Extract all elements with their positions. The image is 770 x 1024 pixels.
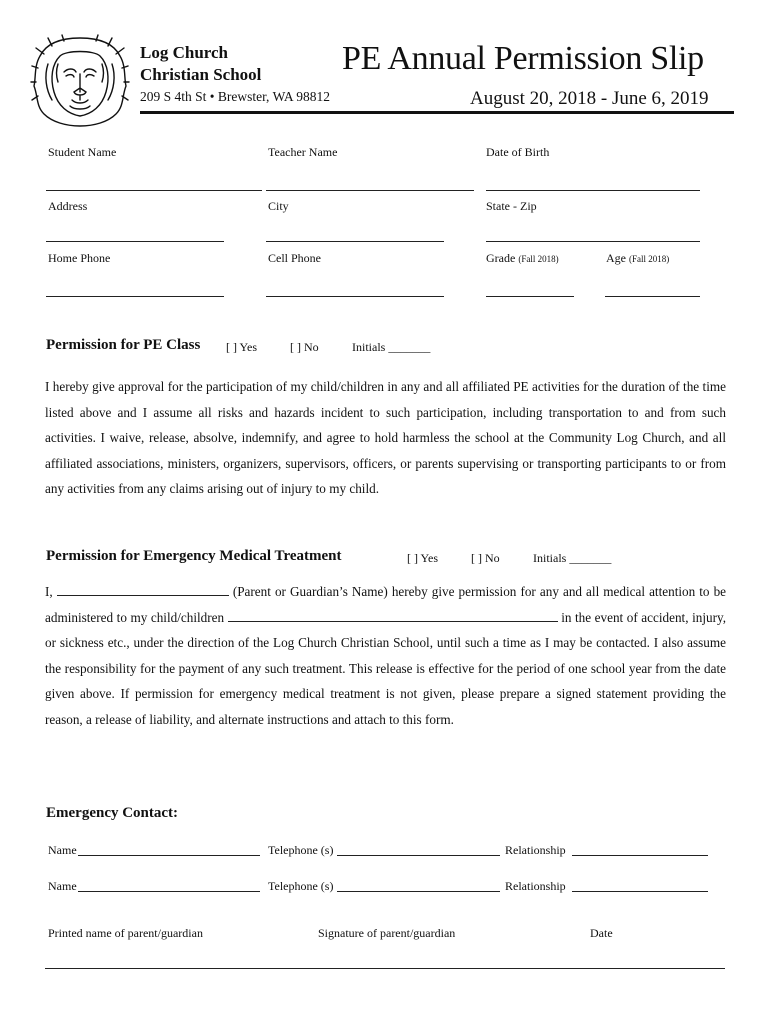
state-zip-label: State - Zip [486,199,537,213]
dob-label: Date of Birth [486,145,550,159]
grade-note: (Fall 2018) [518,254,559,264]
lion-head-logo [30,34,130,129]
state-zip-field[interactable] [486,241,700,242]
guardian-name-field[interactable] [57,582,229,596]
signature-line[interactable] [45,968,725,969]
address-label: Address [48,199,88,213]
teacher-name-label: Teacher Name [268,145,338,159]
contact1-name-field[interactable] [78,855,260,856]
date-range: August 20, 2018 - June 6, 2019 [470,88,709,109]
date-label: Date [590,926,613,940]
contact2-name-label: Name [48,879,77,893]
city-label: City [268,199,289,213]
signature-label: Signature of parent/guardian [318,926,456,940]
contact1-name-label: Name [48,843,77,857]
contact1-relationship-field[interactable] [572,855,708,856]
medical-permission-heading: Permission for Emergency Medical Treatment [46,548,342,564]
cell-phone-label: Cell Phone [268,251,321,265]
student-name-field[interactable] [46,190,262,191]
age-label: Age (Fall 2018) [606,251,670,265]
grade-label: Grade (Fall 2018) [486,251,559,265]
pe-no-checkbox[interactable]: [ ] No [290,340,319,354]
header-rule [140,111,734,114]
home-phone-field[interactable] [46,296,224,297]
contact2-name-field[interactable] [78,891,260,892]
school-address: 209 S 4th St • Brewster, WA 98812 [140,89,330,104]
school-name-line2: Christian School [140,65,262,84]
age-note: (Fall 2018) [629,254,670,264]
contact1-telephone-field[interactable] [337,855,500,856]
printed-name-label: Printed name of parent/guardian [48,926,203,940]
medical-yes-checkbox[interactable]: [ ] Yes [407,551,439,565]
contact1-telephone-label: Telephone (s) [268,843,334,857]
city-field[interactable] [266,241,444,242]
school-name-line1: Log Church [140,43,229,62]
pe-permission-heading: Permission for PE Class [46,337,201,353]
contact2-relationship-label: Relationship [505,879,566,893]
child-name-field[interactable] [228,608,558,622]
page-title: PE Annual Permission Slip [342,40,704,77]
pe-yes-checkbox[interactable]: [ ] Yes [226,340,258,354]
pe-initials-field[interactable]: Initials _______ [352,340,431,354]
contact2-telephone-label: Telephone (s) [268,879,334,893]
medical-initials-field[interactable]: Initials _______ [533,551,612,565]
address-field[interactable] [46,241,224,242]
cell-phone-field[interactable] [266,296,444,297]
student-name-label: Student Name [48,145,117,159]
contact1-relationship-label: Relationship [505,843,566,857]
medical-no-checkbox[interactable]: [ ] No [471,551,500,565]
contact2-telephone-field[interactable] [337,891,500,892]
contact2-relationship-field[interactable] [572,891,708,892]
medical-permission-text: I, (Parent or Guardian’s Name) hereby give permission for any and all medical attention to be administered to my child/children in the event of accident, injury, or sickness etc., under the direction of the Log Church Christian School, until such a time as I may be contacted. I also assume the responsibility for the payment of any such treatment. This release is effective for the period of one school year from the date given above. If permission for emergency medical treatment is not given, please prepare a signed statement providing the reason, a release of liability, and alternate instructions and attach to this form. [45,584,727,727]
pe-permission-text: I hereby give approval for the participation of my child/children in any and all affiliated PE activities for the duration of the time listed above and I assume all risks and hazards incident to such participation, including transportation to and from such activities. I waive, release, absolve, indemnify, and agree to hold harmless the school at the Community Log Church, and all affiliated associations, ministers, organizers, supervisors, officers, or parents supervising or transporting participants to or from any activities from any claims arising out of injury to my child. [45,379,726,497]
dob-field[interactable] [486,190,700,191]
teacher-name-field[interactable] [266,190,474,191]
home-phone-label: Home Phone [48,251,111,265]
age-field[interactable] [605,296,700,297]
emergency-contact-heading: Emergency Contact: [46,805,179,821]
grade-field[interactable] [486,296,574,297]
